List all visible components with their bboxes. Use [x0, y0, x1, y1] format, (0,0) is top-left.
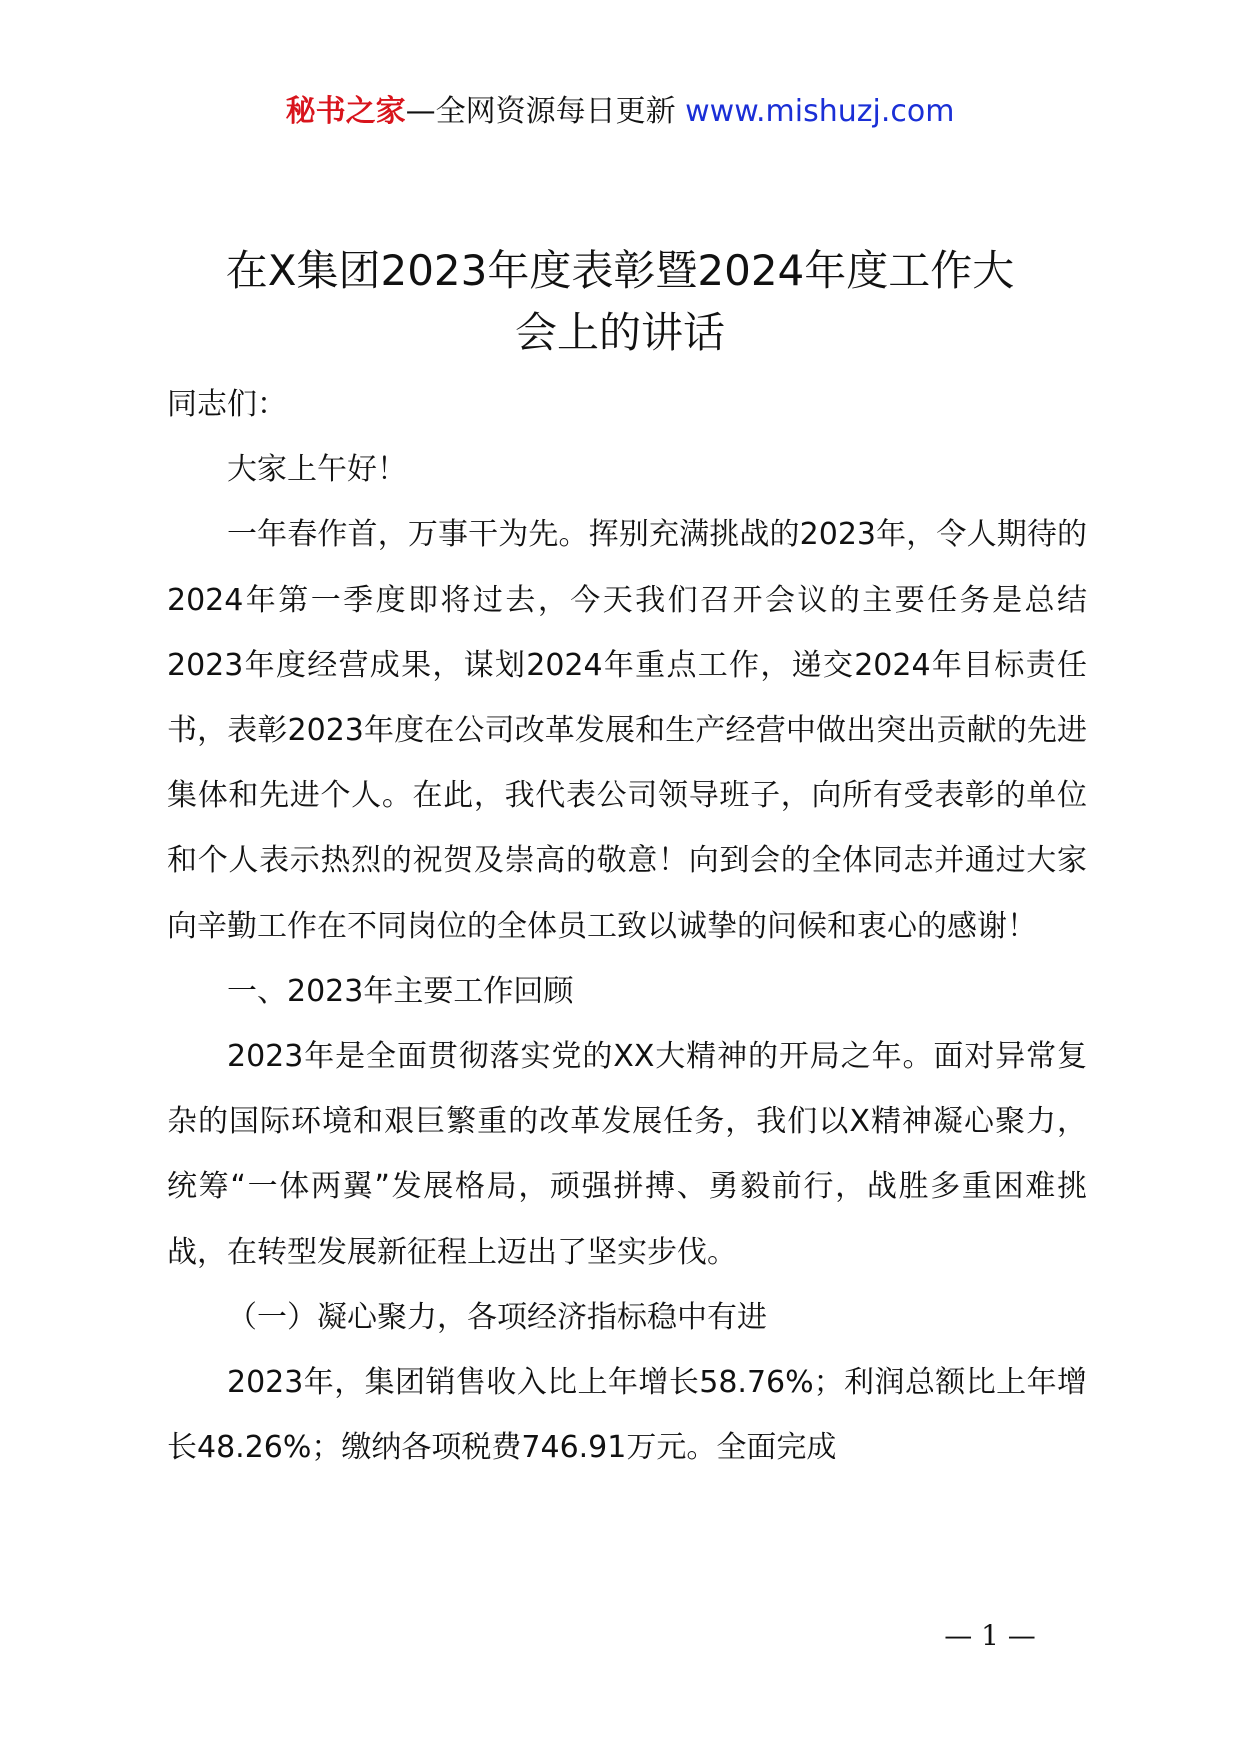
salutation: 同志们：: [167, 387, 287, 422]
banner-brand: 秘书之家: [285, 94, 406, 129]
title-line-1: 在X集团2023年度表彰暨2024年度工作大: [225, 246, 1015, 295]
page-number: — 1 —: [944, 1619, 1036, 1652]
greeting: 大家上午好！: [227, 452, 407, 488]
paragraph-review: 2023年是全面贯彻落实党的XX大精神的开局之年。面对异常复杂的国际环境和艰巨繁重的改革发展任务，我们以X精神凝心聚力，统筹“一体两翼”发展格局，顽强拼搏、勇毅前行，战胜多重困难挑战，在转型发展新征程上迈出了坚实步伐。: [167, 1039, 1087, 1270]
site-banner: [0, 92, 1240, 132]
document-title: [120, 240, 1120, 364]
banner-url-link[interactable]: www.mishuzj.com: [685, 94, 955, 129]
subsection-heading-1: （一）凝心聚力，各项经济指标稳中有进: [227, 1299, 767, 1335]
title-line-2: 会上的讲话: [514, 308, 725, 357]
document-body: [167, 372, 1087, 1480]
paragraph-intro: 一年春作首，万事干为先。挥别充满挑战的2023年，令人期待的2024年第一季度即将过去，今天我们召开会议的主要任务是总结2023年度经营成果，谋划2024年重点工作，递交2024年目标责任书，表彰2023年度在公司改革发展和生产经营中做出突出贡献的先进集体和先进个人。在此，我代表公司领导班子，向所有受表彰的单位和个人表示热烈的祝贺及崇高的敬意！向到会的全体同志并通过大家向辛勤工作在不同岗位的全体员工致以诚挚的问候和衷心的感谢！: [167, 517, 1087, 944]
banner-slogan: —全网资源每日更新: [405, 94, 686, 129]
paragraph-metrics: 2023年，集团销售收入比上年增长58.76%；利润总额比上年增长48.26%；缴纳各项税费746.91万元。全面完成: [167, 1365, 1087, 1466]
section-heading-1: 一、2023年主要工作回顾: [227, 973, 574, 1009]
